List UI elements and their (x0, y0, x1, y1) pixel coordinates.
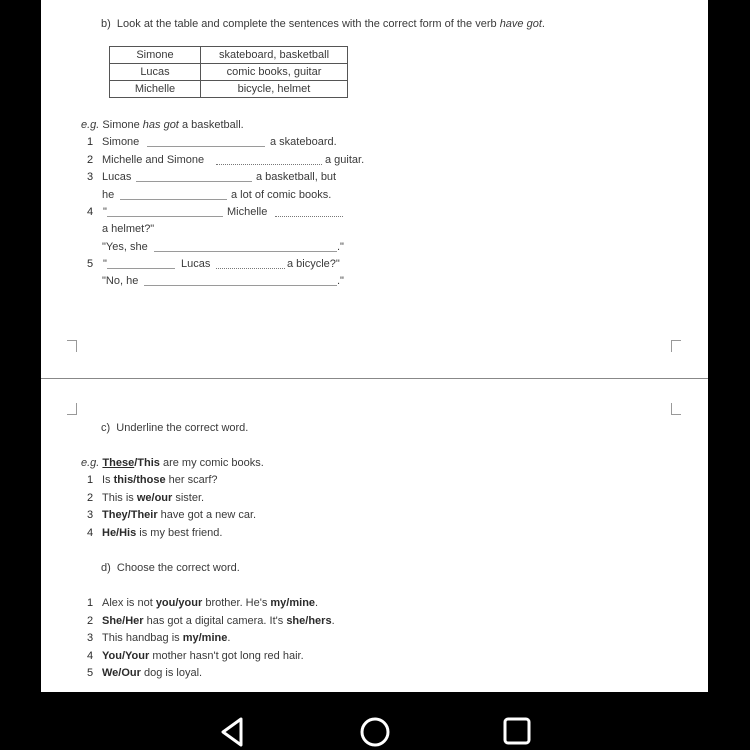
home-icon[interactable] (359, 716, 391, 748)
item-text: Alex is not (102, 597, 156, 609)
answer-blank[interactable] (216, 268, 285, 269)
crop-mark-icon (671, 403, 681, 415)
word-choice[interactable]: He/His (102, 526, 137, 539)
table-cell: skateboard, basketball (201, 47, 348, 64)
table-row (110, 64, 348, 81)
list-item (102, 491, 204, 505)
answer-blank[interactable] (107, 268, 175, 269)
example-text: are my comic books. (162, 457, 264, 469)
answer-blank[interactable] (147, 146, 265, 147)
question-number: 2 (87, 154, 94, 166)
question-text: a guitar. (325, 154, 365, 166)
item-text: . (315, 597, 319, 609)
answer-blank[interactable] (216, 164, 322, 165)
question-text: a bicycle?" (287, 258, 340, 270)
question-text: Lucas (181, 258, 211, 270)
question-text: ." (337, 241, 344, 253)
example-object: a basketball. (181, 119, 244, 131)
table-cell: comic books, guitar (201, 64, 348, 81)
item-text: brother. He's (202, 597, 271, 609)
section-b-verb: have got (499, 18, 542, 30)
question-text: a helmet?" (102, 223, 155, 235)
possessions-table (109, 46, 348, 98)
word-choice[interactable]: She/Her (102, 614, 144, 627)
table-cell: Lucas (110, 64, 201, 81)
item-text: is my best friend. (136, 526, 223, 539)
question-number: 1 (87, 136, 94, 148)
section-b-instruction (101, 17, 545, 31)
word-choice[interactable]: you/your (155, 597, 203, 609)
answer-blank[interactable] (275, 216, 343, 217)
word-choice[interactable]: my/mine (270, 597, 316, 609)
word-choice[interactable]: this/those (113, 474, 166, 486)
question-number: 5 (87, 258, 94, 270)
item-text: . (331, 614, 335, 627)
item-number: 2 (87, 491, 94, 504)
item-text: Is (102, 474, 114, 486)
example-subject: Simone (102, 119, 140, 131)
answer-blank[interactable] (154, 251, 337, 252)
item-number: 3 (87, 509, 94, 521)
question-text: Michelle and Simone (102, 154, 205, 166)
table-row (110, 47, 348, 64)
section-b-text: Look at the table and complete the sentences with the correct form of the verb (116, 18, 497, 30)
answer-blank[interactable] (144, 285, 337, 286)
table-cell: Michelle (110, 81, 201, 98)
section-c-instruction (101, 421, 248, 435)
question-text: "Yes, she (102, 241, 148, 253)
item-text: dog is loyal. (140, 667, 203, 679)
eg-label: e.g. (81, 457, 100, 469)
answer-blank[interactable] (136, 181, 252, 182)
list-item (102, 649, 304, 663)
section-b-prefix: b) (101, 18, 111, 30)
question-number: 3 (87, 171, 94, 183)
underlined-answer: These (102, 457, 135, 469)
question-number: 4 (87, 206, 94, 218)
page-divider (41, 378, 708, 379)
answer-blank[interactable] (107, 216, 223, 217)
item-text: her scarf? (165, 474, 218, 486)
item-text: have got a new car. (157, 509, 257, 521)
question-text: a lot of comic books. (231, 189, 332, 201)
section-c-prefix: c) (101, 422, 111, 434)
section-b-period: . (541, 18, 545, 30)
item-number: 4 (87, 526, 94, 539)
question-text: ." (337, 275, 344, 287)
example-option: /This (134, 457, 160, 469)
table-cell: Simone (110, 47, 201, 64)
item-text: mother hasn't got long red hair. (149, 649, 304, 662)
quote-mark: " (103, 258, 107, 270)
back-icon[interactable] (219, 716, 245, 748)
list-item (102, 666, 202, 680)
section-d-text: Choose the correct word. (116, 562, 240, 574)
eg-label: e.g. (81, 119, 100, 131)
table-row (110, 81, 348, 98)
crop-mark-icon (67, 340, 77, 352)
crop-mark-icon (67, 403, 77, 415)
word-choice[interactable]: she/hers (286, 614, 332, 627)
list-item (102, 473, 218, 487)
example-verb: has got (142, 119, 179, 131)
question-text: Lucas (102, 171, 132, 183)
item-number: 1 (87, 597, 94, 609)
word-choice[interactable]: We/Our (102, 667, 141, 679)
word-choice[interactable]: my/mine (182, 632, 228, 644)
question-text: a basketball, but (256, 171, 337, 183)
item-text: . (227, 632, 231, 644)
section-d-instruction (101, 561, 240, 575)
list-item (102, 508, 256, 522)
list-item (102, 614, 335, 628)
item-text: sister. (172, 491, 205, 504)
word-choice[interactable]: They/Their (102, 509, 158, 521)
question-text: Michelle (227, 206, 268, 218)
item-text: This handbag is (102, 632, 183, 644)
example-line (81, 118, 244, 132)
item-number: 5 (87, 667, 94, 679)
recents-icon[interactable] (503, 716, 531, 746)
item-number: 2 (87, 614, 94, 627)
list-item (102, 526, 222, 540)
question-text: "No, he (102, 275, 139, 287)
item-text: has got a digital camera. It's (143, 614, 287, 627)
example-line (81, 456, 264, 470)
table-cell: bicycle, helmet (201, 81, 348, 98)
question-text: Simone (102, 136, 140, 148)
question-text: he (102, 189, 115, 201)
quote-mark: " (103, 206, 107, 218)
section-d-prefix: d) (101, 562, 111, 574)
list-item (102, 631, 230, 645)
question-text: a skateboard. (270, 136, 337, 148)
answer-blank[interactable] (120, 199, 227, 200)
document-page (41, 0, 708, 692)
list-item (102, 596, 318, 610)
crop-mark-icon (671, 340, 681, 352)
item-number: 1 (87, 474, 94, 486)
item-number: 4 (87, 649, 94, 662)
word-choice[interactable]: You/Your (102, 649, 150, 662)
item-text: This is (102, 491, 137, 504)
item-number: 3 (87, 632, 94, 644)
word-choice[interactable]: we/our (136, 491, 173, 504)
section-c-text: Underline the correct word. (116, 422, 249, 434)
